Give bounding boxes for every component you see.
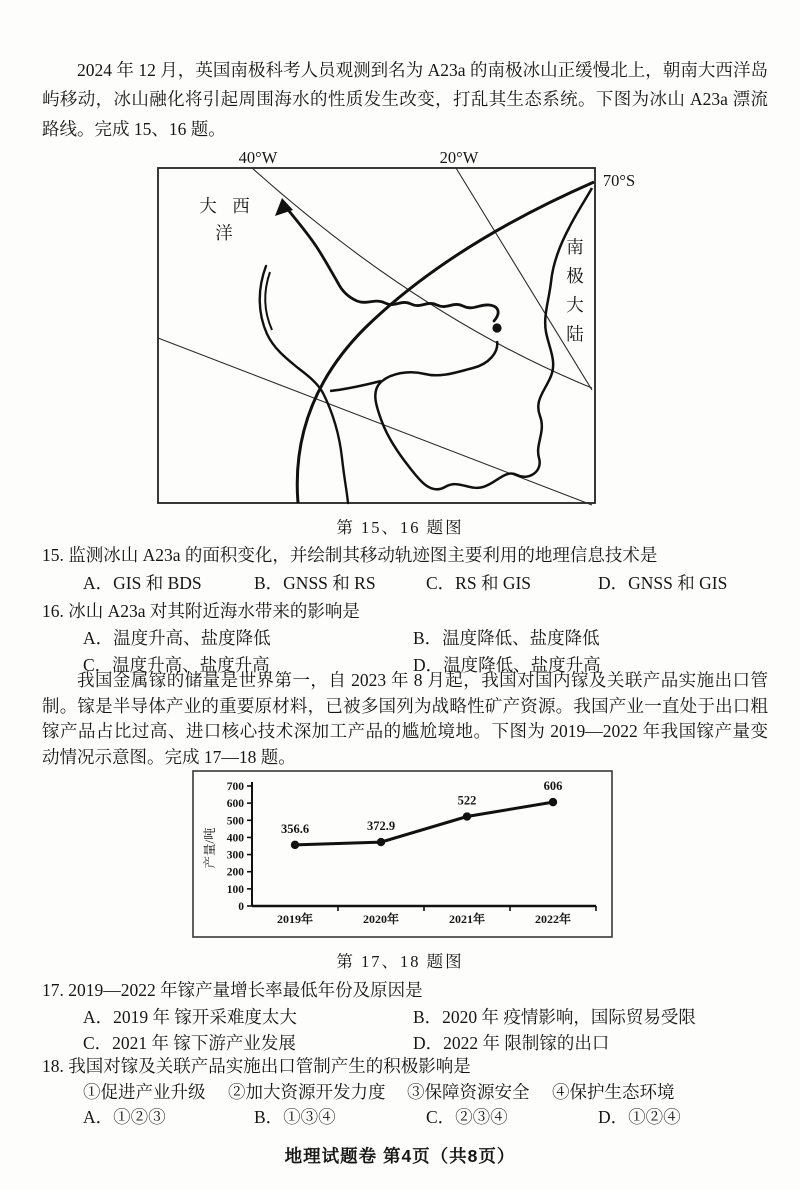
data-point-label: 356.6 [280,821,310,836]
chart-y-axis-title: 产量/吨 [203,827,217,869]
q16-options-row1 [0,625,800,649]
production-line-series [295,802,553,845]
intro-paragraph-gallium: 我国金属镓的储量是世界第一，自 2023 年 8 月起，我国对国内镓及关联产品实施出口管制。镓是半导体产业的重要原材料，已被多国列为战略性矿产资源。我国产业一直处于出口粗镓产品占比过高、进口核心技术深加工产品的尴尬境地。下图为 2019—2022 年我国镓产量变动情况示意图。完成 17—18 题。 [42,670,768,767]
map-figure-caption: 第 15、16 题图 [336,518,464,537]
data-point [377,838,385,846]
q16-option-b: B．温度降低、盐度降低 [413,628,600,648]
q16-option-d: D．温度降低、盐度升高 [413,655,601,675]
q17-stem: 17. 2019—2022 年镓产量增长率最低年份及原因是 [42,980,423,1000]
drift-map-figure [130,140,670,515]
q18-item-4: ④保护生态环境 [552,1082,675,1102]
q17-options-row2 [0,1030,800,1054]
iceberg-drift-path [289,211,498,321]
antarctica-coastline [375,188,592,489]
q18-item-2: ②加大资源开发力度 [228,1082,386,1102]
q18-stem: 18. 我国对镓及关联产品实施出口管制产生的积极影响是 [42,1056,471,1076]
label-antarctica-char4: 陆 [566,324,584,344]
q15-option-c: C．RS 和 GIS [426,573,532,593]
q18-option-b: B．①③④ [254,1107,336,1127]
label-70s: 70°S [602,171,636,190]
q15-stem: 15. 监测冰山 A23a 的面积变化，并绘制其移动轨迹图主要利用的地理信息技术是 [42,545,658,565]
island-chain-inner-edge [265,272,272,330]
label-atlantic-char3: 洋 [215,223,233,243]
y-tick-label: 600 [226,798,244,811]
label-20w: 20°W [439,148,479,167]
y-tick-label: 100 [226,883,244,896]
q18-item-3: ③保障资源安全 [407,1082,530,1102]
chart-figure-caption: 第 17、18 题图 [336,952,464,971]
data-point [463,812,471,820]
q15-options [0,570,800,594]
data-point [291,841,299,849]
q18-items [0,1079,800,1103]
q17-option-c: C．2021 年 镓下游产业发展 [83,1033,296,1053]
y-tick-label: 300 [226,849,244,862]
label-atlantic-char1: 大 [199,196,217,216]
y-tick-label: 700 [226,781,244,793]
label-40w: 40°W [238,148,278,167]
data-point-label: 372.9 [366,819,396,834]
x-tick-label: 2022年 [534,912,572,926]
island-chain-outline [260,266,348,503]
y-tick-label: 500 [226,815,244,828]
q18-option-c: C．②③④ [426,1107,508,1127]
iceberg-start-position-dot [492,323,501,332]
q18-option-d: D．①②④ [598,1107,681,1127]
question-17 [0,977,800,1001]
y-tick-label: 400 [226,832,244,845]
question-18 [0,1053,800,1077]
q16-stem: 16. 冰山 A23a 对其附近海水带来的影响是 [42,601,360,621]
map-frame [158,168,595,503]
q16-option-a: A．温度升高、盐度降低 [83,628,271,648]
q15-option-d: D．GNSS 和 GIS [598,573,728,593]
antarctica-coastline-west-edge [330,381,381,391]
y-tick-label: 200 [226,866,244,879]
data-point [549,798,557,806]
label-antarctica-char2: 极 [566,266,584,286]
y-tick-label: 0 [238,901,244,913]
x-tick-label: 2021年 [448,912,486,926]
gallium-production-chart [192,770,613,938]
data-point-label: 522 [457,793,477,808]
page-footer: 地理试题卷 第4页（共8页） [284,1146,516,1166]
q16-option-c: C．温度升高、盐度升高 [83,655,270,675]
q17-option-a: A．2019 年 镓开采难度太大 [83,1007,297,1027]
data-point-label: 606 [543,779,563,794]
q17-option-b: B．2020 年 疫情影响，国际贸易受限 [413,1007,696,1027]
label-antarctica-char1: 南 [566,237,584,257]
question-16 [0,598,800,622]
q18-options [0,1104,800,1128]
x-tick-label: 2020年 [362,912,400,926]
oblique-meridian-line [158,338,592,505]
q15-option-b: B．GNSS 和 RS [254,573,376,593]
x-tick-label: 2019年 [276,912,314,926]
question-15 [0,542,800,566]
intro-paragraph-iceberg: 2024 年 12 月，英国南极科考人员观测到名为 A23a 的南极冰山正缓慢北上，朝南大西洋岛屿移动，冰山融化将引起周围海水的性质发生改变，打乱其生态系统。下图为冰山 A23a 漂流路线。完成 15、16 题。 [42,60,768,139]
q17-option-d: D．2022 年 限制镓的出口 [413,1033,610,1053]
q15-option-a: A．GIS 和 BDS [83,573,202,593]
q18-option-a: A．①②③ [83,1107,166,1127]
label-antarctica-char3: 大 [566,295,584,315]
label-atlantic-char2: 西 [232,196,250,216]
q17-options-row1 [0,1004,800,1028]
q18-item-1: ①促进产业升级 [83,1082,206,1102]
